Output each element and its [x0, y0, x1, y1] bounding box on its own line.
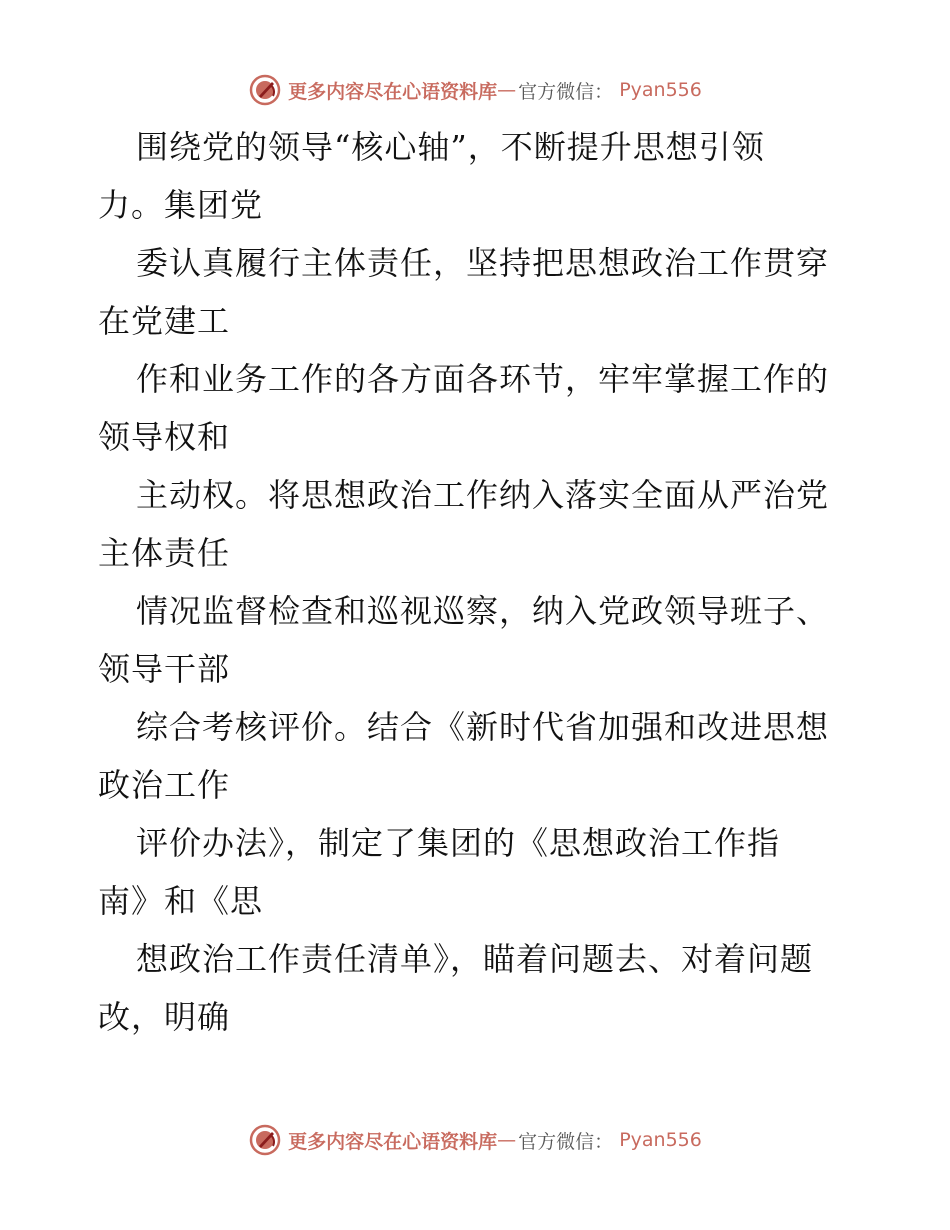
body-line: 作和业务工作的各方面各环节，牢牢掌握工作的	[136, 360, 830, 398]
footer-banner-wechat-id: Pyan556	[619, 1129, 702, 1151]
brand-logo-icon	[248, 1123, 282, 1157]
body-line: 领导干部	[98, 650, 231, 688]
header-banner-main: 更多内容尽在心语资料库	[288, 80, 498, 103]
body-line: 主动权。将思想政治工作纳入落实全面从严治党	[136, 476, 830, 514]
header-banner-wechat-label: 官方微信：	[518, 80, 614, 103]
body-line: 南》和《思	[98, 882, 264, 920]
document-body	[98, 118, 868, 1046]
footer-banner-text	[288, 1127, 702, 1154]
body-line: 综合考核评价。结合《新时代省加强和改进思想	[136, 708, 830, 746]
footer-banner-dash: —	[497, 1129, 517, 1151]
footer-banner	[0, 1120, 950, 1160]
body-line: 主体责任	[98, 534, 231, 572]
body-line: 想政治工作责任清单》，瞄着问题去、对着问题	[136, 940, 814, 978]
header-banner-wechat-id: Pyan556	[619, 79, 702, 101]
body-line: 评价办法》，制定了集团的《思想政治工作指	[136, 824, 781, 862]
body-line: 情况监督检查和巡视巡察，纳入党政领导班子、	[136, 592, 830, 630]
footer-banner-main: 更多内容尽在心语资料库	[288, 1130, 498, 1153]
body-line: 委认真履行主体责任，坚持把思想政治工作贯穿	[136, 244, 830, 282]
brand-logo-icon	[248, 73, 282, 107]
header-banner	[0, 70, 950, 110]
body-line: 围绕党的领导“核心轴”，不断提升思想引领	[136, 128, 765, 166]
body-line: 力。集团党	[98, 186, 264, 224]
header-banner-text	[288, 77, 702, 104]
body-line: 领导权和	[98, 418, 231, 456]
header-banner-dash: —	[497, 79, 517, 101]
footer-banner-wechat-label: 官方微信：	[518, 1130, 614, 1153]
body-line: 政治工作	[98, 766, 231, 804]
body-line: 改，明确	[98, 998, 231, 1036]
body-line: 在党建工	[98, 302, 231, 340]
